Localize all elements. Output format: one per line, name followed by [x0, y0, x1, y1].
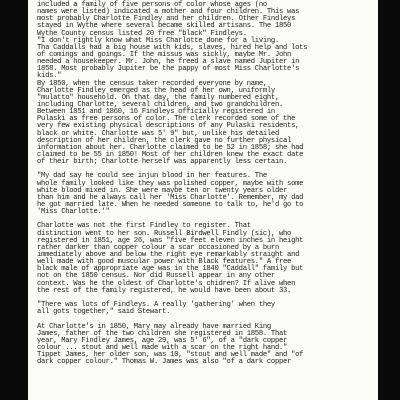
- text-line: stayed in Wythe where several became skilled artisans. The 1850: [37, 22, 292, 31]
- text-line: Tha Caddalls had a big house with kids, slaves, hired help and lots: [37, 43, 308, 52]
- text-line: he got married late. When he needed someone to talk to, he'd go to: [37, 200, 304, 209]
- text-line: year, Mary Findley James, age 29, was 5' 6", of a "dark copper: [37, 336, 288, 345]
- paragraph: [37, 2, 372, 166]
- text-line: including Charlotte, several children, and two grandchildren.: [37, 100, 284, 109]
- text-line: not on the 1850 census. Nor did Russell appear in any other: [37, 272, 275, 281]
- text-line: "My dad say he could see injun blood in her features. The: [37, 172, 267, 181]
- text-line: Charlotte was not the first Findley to register. That: [37, 222, 251, 231]
- text-line: 'Miss Charlotte.'": [37, 208, 110, 217]
- text-line: registered in 1851, age 26, was "five feet eleven inches in height: [37, 236, 304, 245]
- text-line: rather darker than copper colour a scar occasioned by a burn: [37, 243, 279, 252]
- text-line: 1858. Most probably Jupiter be the pappy of most Miss Charlotte's: [37, 65, 300, 74]
- text-line: well made with good muscular power with Black features." A free: [37, 258, 292, 267]
- text-line: By 1850, when the census taker recorded everyone by name,: [37, 79, 267, 88]
- text-line: the rest of the family registered, he would have been about 33.: [37, 286, 292, 295]
- text-line: "There was lots of Findleys. A really 'gathering' when they: [37, 301, 275, 310]
- document-body: [37, 2, 372, 366]
- text-line: names were listed) indicated a mother and four children. This was: [37, 8, 300, 17]
- text-line: colour ... stout and well made with a scar on the right hand.": [37, 343, 288, 352]
- text-line: most probably Charlotte Findley and her children. Other Findleys: [37, 15, 296, 24]
- text-line: claimed to be 55 in 1850! Most of her children knew the exact date: [37, 150, 304, 159]
- text-line: description of her children, the clerk gave no further physical: [37, 136, 292, 145]
- text-line: distinction went to her son. Russell Birdwell Findly (sic), who: [37, 229, 292, 238]
- document-page: [28, 0, 378, 400]
- text-line: "mulatto" household. On that day, the family numbered eight,: [37, 93, 279, 102]
- text-line: than him and he always call her 'Miss Charlotte'. Remember, my dad: [37, 193, 304, 202]
- text-line: Tippet James, her older son, was 10, "stout and well made" and "of: [37, 351, 304, 360]
- text-line: James, father of the two children she registered in 1858. That: [37, 329, 288, 338]
- text-line: dark copper colour." Thomas W. James was also "of a dark copper: [37, 358, 292, 367]
- text-line: included a family of five persons of color whose ages (no: [37, 1, 267, 9]
- text-line: Wythe County census listed 20 free "black" Findleys.: [37, 29, 247, 38]
- text-line: immediately above and below the right eye remarkably straight and: [37, 251, 300, 260]
- paragraph: [37, 302, 372, 316]
- text-line: Charlotte Findley emerged as the head of her own, uniformly: [37, 86, 275, 95]
- text-line: At Charlotte's in 1850, Mary may already have married King: [37, 322, 271, 331]
- text-line: Pulaski as free persons of color. The clerk recorded some of the: [37, 115, 296, 124]
- text-line: Between 1851 and 1860, 16 Findleys officially registered in: [37, 108, 275, 117]
- text-line: context. Was he the oldest of Charlotte's chidren? If alive when: [37, 279, 296, 288]
- text-line: whole family looked like they was polished copper, maybe with some: [37, 179, 304, 188]
- text-line: of comings and goings. If the missus was sickly, maybe Mr. John: [37, 50, 292, 59]
- text-line: "I don't rightly know what Miss Charlotte done for a living.: [37, 36, 279, 45]
- paragraph: [37, 324, 372, 367]
- text-line: kids.": [37, 72, 62, 81]
- paragraph: [37, 173, 372, 216]
- text-line: information about her. Charlotte claimed to be 52 in 1858; she had: [37, 143, 304, 152]
- text-line: black or white. Charlotte was 5' 9" but, unlike his detailed: [37, 129, 279, 138]
- text-line: all gots together," said Stewart.: [37, 308, 171, 317]
- text-line: very few existing physical descriptions of any Pulaski residents,: [37, 122, 300, 131]
- paragraph: [37, 223, 372, 294]
- text-line: of their birth; Charlotte herself was apparently less certain.: [37, 158, 288, 167]
- text-line: needed a housekeeper. Mr. John, he freed a slave named Jupiter in: [37, 58, 300, 67]
- text-line: white blood mixed in. She were maybe ten or twenty years older: [37, 186, 288, 195]
- text-line: black male of appropriate age was in the 1840 "Caddall" family but: [37, 265, 304, 274]
